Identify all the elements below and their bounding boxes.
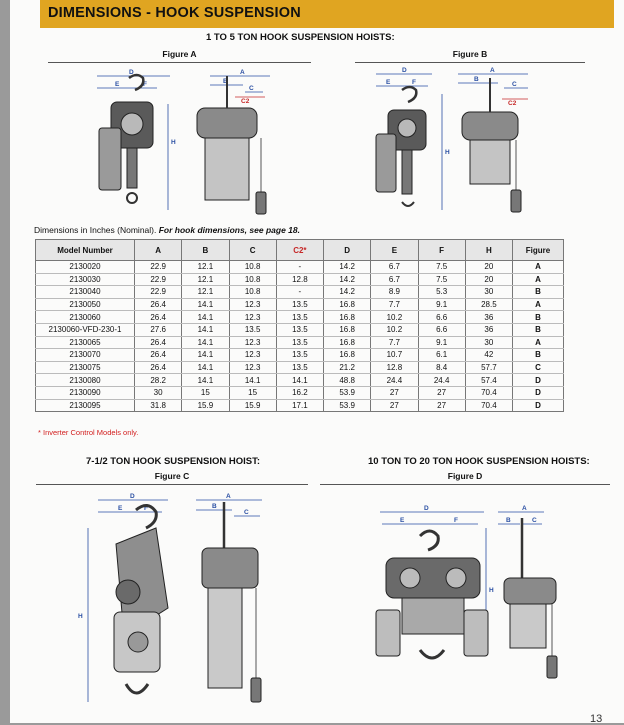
- cell-f: 7.5: [418, 273, 465, 286]
- cell-d: 16.8: [324, 298, 371, 311]
- cell-figure: A: [513, 298, 564, 311]
- figure-c-hoist-side: [114, 505, 168, 693]
- dim-letter-c2: C2: [241, 98, 250, 105]
- cell-f: 6.6: [418, 311, 465, 324]
- cell-model: 2130020: [36, 261, 135, 274]
- table-header-row: [36, 240, 564, 261]
- cell-model: 2130065: [36, 336, 135, 349]
- cell-h: 36: [465, 311, 512, 324]
- dim-letter-b: B: [223, 78, 228, 85]
- figure-c-drawing: [78, 488, 294, 712]
- cell-figure: B: [513, 323, 564, 336]
- cell-a: 22.9: [135, 261, 182, 274]
- cell-d: 14.2: [324, 261, 371, 274]
- col-header-c: C: [229, 240, 276, 261]
- cell-b: 15.9: [182, 399, 229, 412]
- dim-letter-h: H: [78, 613, 83, 620]
- table-caption: [34, 225, 300, 235]
- cell-f: 5.3: [418, 286, 465, 299]
- cell-f: 7.5: [418, 261, 465, 274]
- cell-h: 57.7: [465, 361, 512, 374]
- cell-c: 14.1: [229, 374, 276, 387]
- dim-letter-f: F: [454, 517, 458, 524]
- cell-e: 10.2: [371, 323, 418, 336]
- dimensions-table: [35, 239, 564, 412]
- dim-letter-d: D: [402, 67, 407, 74]
- dim-letter-c: C: [512, 81, 517, 88]
- dim-letter-a: A: [226, 493, 231, 500]
- bottom-right-section-title: 10 TON TO 20 TON HOOK SUSPENSION HOISTS:: [368, 456, 590, 467]
- dim-letter-f: F: [143, 81, 147, 88]
- cell-c2: 13.5: [276, 298, 323, 311]
- cell-b: 15: [182, 386, 229, 399]
- cell-figure: A: [513, 336, 564, 349]
- table-row: [36, 261, 564, 274]
- dim-letter-h: H: [489, 587, 494, 594]
- figure-a-hoist-side: [99, 75, 153, 203]
- table-row: [36, 336, 564, 349]
- cell-c2: 13.5: [276, 323, 323, 336]
- table-row: [36, 361, 564, 374]
- cell-figure: B: [513, 311, 564, 324]
- dim-letter-b: B: [474, 76, 479, 83]
- figure-a-label-bar: [48, 49, 311, 63]
- cell-a: 26.4: [135, 336, 182, 349]
- cell-a: 26.4: [135, 361, 182, 374]
- cell-h: 70.4: [465, 386, 512, 399]
- dim-letter-a: A: [240, 69, 245, 76]
- dim-letter-c: C: [244, 509, 249, 516]
- col-header-figure: Figure: [513, 240, 564, 261]
- figure-b-drawing: [368, 64, 568, 220]
- cell-model: 2130075: [36, 361, 135, 374]
- cell-d: 16.8: [324, 336, 371, 349]
- cell-e: 6.7: [371, 273, 418, 286]
- cell-figure: D: [513, 399, 564, 412]
- table-row: [36, 374, 564, 387]
- cell-model: 2130090: [36, 386, 135, 399]
- cell-c: 15: [229, 386, 276, 399]
- cell-figure: A: [513, 261, 564, 274]
- figure-c-label: Figure C: [154, 471, 190, 481]
- dim-letter-d: D: [129, 69, 134, 76]
- cell-model: 2130060: [36, 311, 135, 324]
- table-caption-plain: Dimensions in Inches (Nominal).: [34, 225, 157, 235]
- cell-e: 27: [371, 386, 418, 399]
- cell-f: 6.6: [418, 323, 465, 336]
- table-row: [36, 298, 564, 311]
- cell-d: 16.8: [324, 323, 371, 336]
- cell-model: 2130030: [36, 273, 135, 286]
- cell-model: 2130095: [36, 399, 135, 412]
- figure-c-label-bar: [36, 471, 308, 485]
- cell-e: 7.7: [371, 298, 418, 311]
- dim-letter-f: F: [144, 505, 148, 512]
- cell-figure: C: [513, 361, 564, 374]
- section-header-title: DIMENSIONS - HOOK SUSPENSION: [48, 5, 301, 21]
- cell-h: 70.4: [465, 399, 512, 412]
- dim-letter-c: C: [249, 85, 254, 92]
- cell-d: 16.8: [324, 349, 371, 362]
- cell-b: 14.1: [182, 361, 229, 374]
- cell-c: 15.9: [229, 399, 276, 412]
- cell-b: 14.1: [182, 323, 229, 336]
- cell-c2: -: [276, 261, 323, 274]
- table-row: [36, 386, 564, 399]
- cell-d: 48.8: [324, 374, 371, 387]
- cell-e: 12.8: [371, 361, 418, 374]
- table-row: [36, 311, 564, 324]
- cell-model: 2130070: [36, 349, 135, 362]
- cell-d: 14.2: [324, 286, 371, 299]
- cell-d: 14.2: [324, 273, 371, 286]
- cell-e: 10.2: [371, 311, 418, 324]
- dim-letter-e: E: [115, 81, 120, 88]
- cell-a: 26.4: [135, 298, 182, 311]
- bottom-left-section-title: 7-1/2 TON HOOK SUSPENSION HOIST:: [86, 456, 261, 467]
- cell-b: 14.1: [182, 298, 229, 311]
- cell-c2: 13.5: [276, 361, 323, 374]
- cell-c: 12.3: [229, 298, 276, 311]
- cell-b: 14.1: [182, 349, 229, 362]
- cell-e: 24.4: [371, 374, 418, 387]
- dim-letter-c2: C2: [508, 100, 517, 107]
- col-header-f: F: [418, 240, 465, 261]
- cell-a: 22.9: [135, 273, 182, 286]
- cell-h: 36: [465, 323, 512, 336]
- inverter-footnote: * Inverter Control Models only.: [38, 428, 139, 437]
- cell-f: 9.1: [418, 336, 465, 349]
- cell-f: 27: [418, 386, 465, 399]
- col-header-model: Model Number: [36, 240, 135, 261]
- dim-letter-h: H: [171, 139, 176, 146]
- cell-figure: D: [513, 386, 564, 399]
- dim-letter-e: E: [386, 79, 391, 86]
- cell-model: 2130080: [36, 374, 135, 387]
- cell-f: 6.1: [418, 349, 465, 362]
- cell-model: 2130060-VFD-230-1: [36, 323, 135, 336]
- cell-h: 20: [465, 261, 512, 274]
- cell-c2: 13.5: [276, 336, 323, 349]
- table-row: [36, 349, 564, 362]
- cell-c2: -: [276, 286, 323, 299]
- table-row: [36, 399, 564, 412]
- cell-e: 7.7: [371, 336, 418, 349]
- cell-c2: 17.1: [276, 399, 323, 412]
- col-header-c2: C2*: [276, 240, 323, 261]
- cell-c: 12.3: [229, 349, 276, 362]
- col-header-h: H: [465, 240, 512, 261]
- cell-c: 12.3: [229, 311, 276, 324]
- cell-c2: 16.2: [276, 386, 323, 399]
- figure-b-label-bar: [355, 49, 585, 63]
- cell-d: 53.9: [324, 386, 371, 399]
- table-row: [36, 286, 564, 299]
- cell-model: 2130040: [36, 286, 135, 299]
- figure-d-label-bar: [320, 471, 610, 485]
- cell-a: 28.2: [135, 374, 182, 387]
- page-number: 13: [590, 713, 603, 725]
- cell-e: 10.7: [371, 349, 418, 362]
- cell-b: 12.1: [182, 261, 229, 274]
- dim-letter-f: F: [412, 79, 416, 86]
- cell-h: 30: [465, 286, 512, 299]
- dim-letter-b: B: [506, 517, 511, 524]
- figure-b-hoist-front: [462, 78, 521, 212]
- dim-letter-a: A: [490, 67, 495, 74]
- cell-c: 12.3: [229, 361, 276, 374]
- cell-e: 27: [371, 399, 418, 412]
- dim-letter-d: D: [424, 505, 429, 512]
- cell-h: 30: [465, 336, 512, 349]
- cell-c2: 14.1: [276, 374, 323, 387]
- cell-d: 53.9: [324, 399, 371, 412]
- section-header-bar: [40, 0, 614, 28]
- cell-c: 10.8: [229, 261, 276, 274]
- cell-a: 30: [135, 386, 182, 399]
- figure-b-label: Figure B: [452, 49, 488, 59]
- cell-f: 8.4: [418, 361, 465, 374]
- cell-c: 10.8: [229, 273, 276, 286]
- table-caption-bold: For hook dimensions, see page 18.: [158, 225, 300, 235]
- cell-c: 10.8: [229, 286, 276, 299]
- cell-f: 27: [418, 399, 465, 412]
- col-header-e: E: [371, 240, 418, 261]
- figure-d-drawing: [372, 488, 580, 712]
- dim-letter-h: H: [445, 149, 450, 156]
- cell-h: 42: [465, 349, 512, 362]
- col-header-b: B: [182, 240, 229, 261]
- figure-c-hoist-front: [202, 502, 261, 702]
- figure-d-hoist-front: [504, 518, 557, 678]
- col-header-d: D: [324, 240, 371, 261]
- dim-letter-e: E: [400, 517, 405, 524]
- cell-figure: D: [513, 374, 564, 387]
- cell-figure: B: [513, 286, 564, 299]
- cell-c: 12.3: [229, 336, 276, 349]
- figure-d-label: Figure D: [447, 471, 483, 481]
- cell-h: 20: [465, 273, 512, 286]
- figure-a-label: Figure A: [162, 49, 197, 59]
- cell-e: 6.7: [371, 261, 418, 274]
- cell-d: 16.8: [324, 311, 371, 324]
- cell-a: 26.4: [135, 311, 182, 324]
- cell-a: 26.4: [135, 349, 182, 362]
- cell-e: 8.9: [371, 286, 418, 299]
- cell-c2: 13.5: [276, 311, 323, 324]
- cell-c: 13.5: [229, 323, 276, 336]
- figure-a-drawing: [85, 64, 295, 220]
- cell-h: 57.4: [465, 374, 512, 387]
- cell-b: 12.1: [182, 286, 229, 299]
- figure-d-hoist-side: [376, 531, 488, 658]
- cell-b: 14.1: [182, 311, 229, 324]
- cell-a: 27.6: [135, 323, 182, 336]
- dim-letter-c: C: [532, 517, 537, 524]
- cell-figure: B: [513, 349, 564, 362]
- dim-letter-b: B: [212, 503, 217, 510]
- table-row: [36, 273, 564, 286]
- cell-d: 21.2: [324, 361, 371, 374]
- cell-a: 31.8: [135, 399, 182, 412]
- cell-a: 22.9: [135, 286, 182, 299]
- cell-c2: 12.8: [276, 273, 323, 286]
- dim-letter-d: D: [130, 493, 135, 500]
- dim-letter-e: E: [118, 505, 123, 512]
- cell-f: 24.4: [418, 374, 465, 387]
- cell-b: 12.1: [182, 273, 229, 286]
- cell-c2: 13.5: [276, 349, 323, 362]
- cell-h: 28.5: [465, 298, 512, 311]
- cell-b: 14.1: [182, 336, 229, 349]
- figure-b-hoist-side: [376, 87, 426, 206]
- cell-model: 2130050: [36, 298, 135, 311]
- cell-b: 14.1: [182, 374, 229, 387]
- table-row: [36, 323, 564, 336]
- cell-figure: A: [513, 273, 564, 286]
- dim-letter-a: A: [522, 505, 527, 512]
- top-section-title: 1 TO 5 TON HOOK SUSPENSION HOISTS:: [206, 32, 395, 43]
- col-header-a: A: [135, 240, 182, 261]
- cell-f: 9.1: [418, 298, 465, 311]
